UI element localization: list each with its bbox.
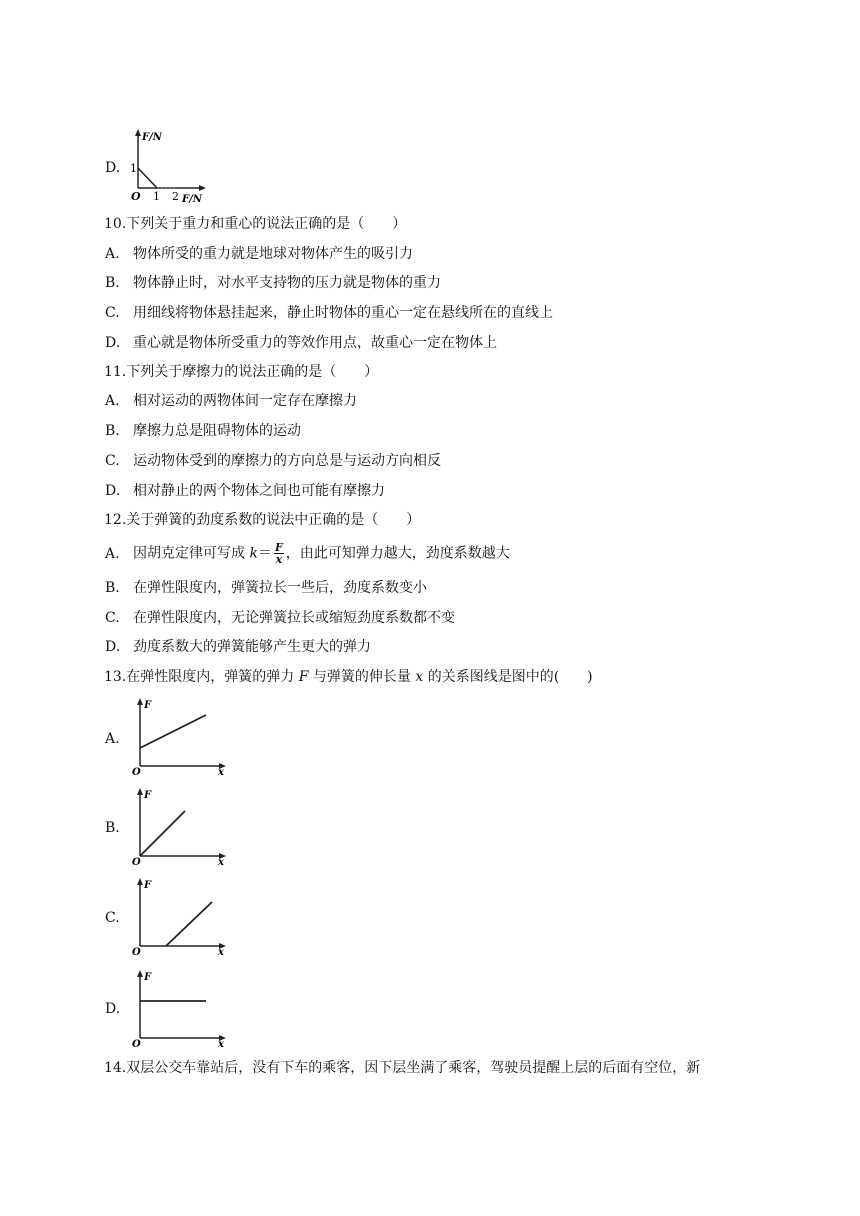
q10-option-d: D. 重心就是物体所受重力的等效作用点，故重心一定在物体上 xyxy=(105,335,497,351)
q13-option-d-graph xyxy=(128,966,230,1048)
q13-b-origin: O xyxy=(132,857,141,866)
q12-stem: 12.关于弹簧的劲度系数的说法中正确的是（ ） xyxy=(104,512,421,528)
q9-x-tick-1: 1 xyxy=(153,190,160,203)
q9-option-d-graph xyxy=(130,128,210,204)
k-formula-fraction: $\frac{F}{x}$ xyxy=(274,541,283,566)
q13-option-c-label: C. xyxy=(105,910,120,926)
q13-option-c-graph xyxy=(128,874,230,956)
q13-b-y-label: F xyxy=(144,790,152,801)
q11-option-d: D. 相对静止的两个物体之间也可能有摩擦力 xyxy=(105,483,385,499)
q13-c-x-label: x xyxy=(218,947,224,956)
q13-a-x-label: x xyxy=(218,767,224,776)
q12-option-b: B. 在弹性限度内，弹簧拉长一些后，劲度系数变小 xyxy=(105,580,427,596)
q9-option-d-label: D. xyxy=(105,160,121,176)
q10-option-a: A. 物体所受的重力就是地球对物体产生的吸引力 xyxy=(105,246,413,262)
q11-stem: 11.下列关于摩擦力的说法正确的是（ ） xyxy=(104,364,379,380)
q10-option-b: B. 物体静止时，对水平支持物的压力就是物体的重力 xyxy=(105,275,441,291)
q9-y-axis-label: F/N xyxy=(142,132,162,143)
q13-option-b-graph xyxy=(128,784,230,866)
q13-option-d-label: D. xyxy=(105,1001,121,1017)
q9-y-tick-1: 1 xyxy=(130,162,137,175)
q13-stem: 13.在弹性限度内，弹簧的弹力 F 与弹簧的伸长量 x 的关系图线是图中的( ) xyxy=(104,669,593,685)
q13-option-b-label: B. xyxy=(105,820,120,836)
q13-a-origin: O xyxy=(132,767,141,776)
q13-d-y-label: F xyxy=(144,972,152,983)
q13-option-a-graph xyxy=(128,694,230,776)
q13-option-a-label: A. xyxy=(105,731,120,747)
q11-option-b: B. 摩擦力总是阻碍物体的运动 xyxy=(105,423,301,439)
q13-b-x-label: x xyxy=(218,857,224,866)
q13-d-x-label: x xyxy=(218,1039,224,1048)
q10-option-c: C. 用细线将物体悬挂起来，静止时物体的重心一定在悬线所在的直线上 xyxy=(105,305,553,321)
q12-option-c: C. 在弹性限度内，无论弹簧拉长或缩短劲度系数都不变 xyxy=(105,610,455,626)
q9-x-tick-2: 2 xyxy=(172,190,179,203)
q13-d-origin: O xyxy=(132,1039,141,1048)
q12-option-a: A. 因胡克定律可写成 k＝ $\frac{F}{x}$ ，由此可知弹力越大，劲度系数越大 xyxy=(105,541,510,566)
q9-origin-label: O xyxy=(131,190,141,203)
q11-option-a: A. 相对运动的两物体间一定存在摩擦力 xyxy=(105,393,357,409)
q13-c-origin: O xyxy=(132,947,141,956)
q13-c-y-label: F xyxy=(144,880,152,891)
q11-option-c: C. 运动物体受到的摩擦力的方向总是与运动方向相反 xyxy=(105,453,441,469)
q14-stem: 14.双层公交车靠站后，没有下车的乘客，因下层坐满了乘客，驾驶员提醒上层的后面有空位，新 xyxy=(104,1060,701,1076)
q10-stem: 10.下列关于重力和重心的说法正确的是（ ） xyxy=(104,216,407,232)
q9-x-axis-label: F/N xyxy=(182,194,202,204)
q12-option-d: D. 劲度系数大的弹簧能够产生更大的弹力 xyxy=(105,639,371,655)
q13-a-y-label: F xyxy=(144,700,152,711)
